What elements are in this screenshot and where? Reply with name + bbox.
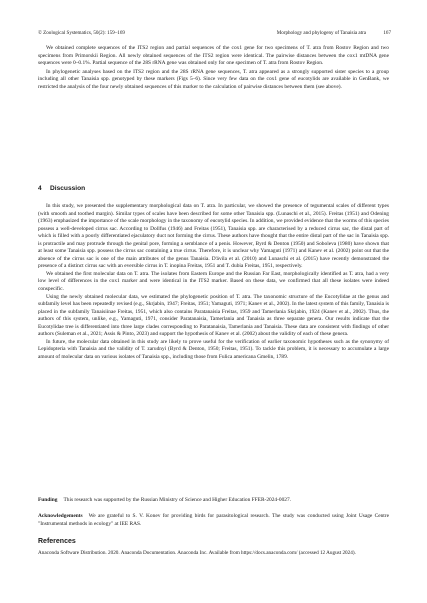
page-number: 167 <box>383 30 391 36</box>
section-number: 4 <box>38 185 42 192</box>
acknowledgements-text: We are grateful to S. V. Konev for providing birds for parasitological research. The study was conducted using Joint Usage Centre "Instrumental methods in ecology" at IEE RAS. <box>38 513 389 527</box>
discussion-paragraph: In future, the molecular data obtained in this study are likely to prove useful for the verification of earlier taxonomic hypotheses such as the synonymy of Lepidopteria with Tanaisia and the validity of T. zarudnyi (Byrd & Denton, 1950; Freitas, 1951). To tackle this problem, it is necessary to accumulate a large amount of molecular data on various isolates of Tanaisia spp., including those from Fulica americana Gmelin, 1789. <box>38 338 389 360</box>
discussion-paragraph: Using the newly obtained molecular data, we estimated the phylogenetic position of T. atra. The taxonomic structure of the Eucotylidae at the genus and subfamily level has been repeatedly revised (e.g., Skrjabin, 1947; Freitas, 1951; Yamaguti, 1971; Kanev et al., 2002). In the latest system of this family, Tanaisia is placed in the subfamily Tanaisiinae Freitas, 1951, which also contains Paratanaisia Freitas, 1959 and Tamerlania Skrjabin, 1924 (Kanev et al., 2002). Thus, the authors of this system, unlike, e.g., Yamaguti, 1971, consider Paratanaisia, Tamerlania and Tanaisia as three separate genera. Our results indicate that the Eucotylidae tree is differentiated into three large clades corresponding to Paratanaisia, Tamerlania and Tanaisia. These data are consistent with findings of other authors (Suleman et al., 2021; Assis & Pinto, 2023) and support the hypothesis of Kanev et al. (2002) about the validity of each of these genera. <box>38 293 389 338</box>
journal-citation: © Zoological Systematics, 50(2): 159–169 <box>38 30 125 36</box>
results-paragraph: In phylogenetic analyses based on the ITS2 region and the 28S rRNA gene sequences, T. atra appeared as a strongly supported sister species to a group including all other Tanaisia spp. genotyped by these markers (Figs 5–6). Since very few data on the cox1 gene of eucotylids are available in GenBank, we restricted the analysis of the four newly obtained sequences of this marker to the calculation of pairwise distances between them (see above). <box>38 68 389 90</box>
acknowledgements-statement <box>38 513 389 528</box>
discussion-paragraph: We obtained the first molecular data on T. atra. The isolates from Eastern Europe and the Russian Far East, morphologically identified as T. atra, had a very low level of differences in the cox1 marker and were identical in the ITS2 marker. Based on these data, we confirmed that all these isolates were indeed conspecific. <box>38 270 389 293</box>
funding-label: Funding <box>38 497 58 503</box>
funding-text: This research was supported by the Russian Ministry of Science and Higher Education FFER-2024-0027. <box>63 497 292 503</box>
acknowledgements-label: Acknowledgements <box>38 513 83 519</box>
discussion-heading <box>38 185 85 193</box>
references-heading: References <box>38 538 76 545</box>
results-paragraph: We obtained complete sequences of the ITS2 region and partial sequences of the cox1 gene for two specimens of T. atra from Rostov Region and two specimens from Primorskii Region. All newly obtained sequences of the ITS2 region were identical. The pairwise distances between the cox1 mtDNA gene sequences were 0–0.1%. Partial sequence of the 28S rRNA gene was obtained only for one specimen of T. atra from Rostov Region. <box>38 45 389 67</box>
results-text <box>38 45 389 91</box>
running-title: Morphology and phylogeny of Tanaisia atra <box>276 30 367 36</box>
discussion-paragraph: In this study, we presented the supplementary morphological data on T. atra. In particular, we showed the presence of tegumental scales of different types (with smooth and toothed margin). Similar types of scales have been described for some other Tanaisia spp. (Lunaschi et al., 2015). Freitas (1951) and Odening (1963) emphasized the importance of the scale morphology in the taxonomy of eucotylid species. In addition, we provided evidence that the worms of this species possess a well-developed cirrus sac. According to Dollfus (1946) and Freitas (1951), Tanaisia spp. are characterised by a reduced cirrus sac, the distal part of which is filled with a poorly differentiated ejaculatory duct not forming the cirrus. These authors have thought that the entire distal part of the sac in Tanaisia spp. is protractile and may protrude through the genital pore, forming a semblance of a penis. However, Byrd & Denton (1950) and Soboleva (1980) have shown that at least some Tanaisia spp. possess the cirrus sac containing a true cirrus. Therefore, it is unclear why Yamaguti (1971) and Kanev et al. (2002) point out that the absence of the cirrus sac is one of the main attributes of the genus Tanaisia. D'ávila et al. (2010) and Lunaschi et al. (2015) have recently demonstrated the presence of a distinct cirrus sac with an eversible cirrus in T. inopina Freitas, 1951 and T. dubia Freitas, 1951, respectively. <box>38 203 389 270</box>
reference-item: Anaconda Software Distribution. 2020. Anaconda Documentation. Anaconda Inc. Available from https://docs.anaconda.com/ (accessed 12 August 2024). <box>38 550 356 556</box>
section-title: Discussion <box>50 185 86 192</box>
header-right <box>277 30 391 36</box>
discussion-text <box>38 203 389 361</box>
funding-statement <box>38 497 389 505</box>
